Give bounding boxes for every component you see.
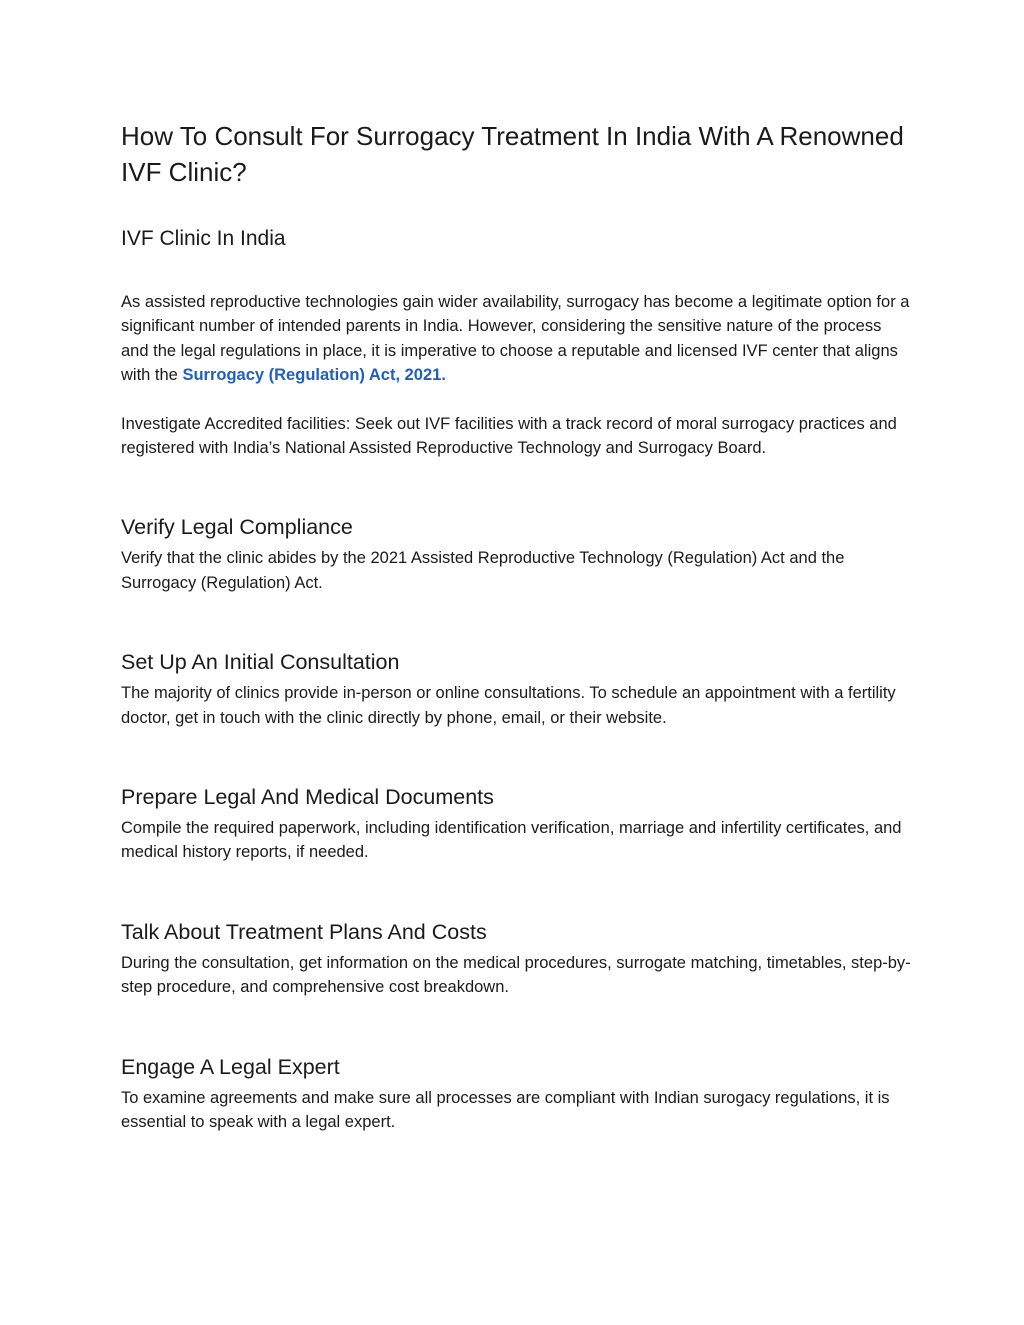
section-legal-expert	[121, 1053, 911, 1135]
section-initial-consultation	[121, 648, 911, 730]
surrogacy-act-link[interactable]: Surrogacy (Regulation) Act, 2021.	[182, 366, 446, 385]
section-body: To examine agreements and make sure all processes are compliant with Indian surogacy regulations, it is essential to speak with a legal expert.	[121, 1088, 890, 1132]
section-heading: Set Up An Initial Consultation	[121, 650, 400, 675]
section-body: Verify that the clinic abides by the 2021 Assisted Reproductive Technology (Regulation) Act and the Surrogacy (Regulation) Act.	[121, 549, 845, 592]
intro-text: As assisted reproductive technologies gain wider availability, surrogacy has become a legitimate option for a significant number of intended parents in India. However, considering the sensitive nature of the process and the legal regulations in place, it is imperative to choose a reputable and licensed IVF center that aligns with the	[121, 293, 910, 385]
page-title: How To Consult For Surrogacy Treatment In India With A Renowned IVF Clinic?	[121, 121, 904, 187]
section-verify-legal-compliance	[121, 513, 911, 595]
section-legal-medical-documents	[121, 783, 911, 865]
section-heading: Talk About Treatment Plans And Costs	[121, 919, 487, 944]
page-subtitle: IVF Clinic In India	[121, 227, 286, 250]
section-body: Compile the required paperwork, including identification verification, marriage and infertility certificates, and medical history reports, if needed.	[121, 819, 902, 862]
document-page	[121, 118, 911, 1135]
section-heading: Prepare Legal And Medical Documents	[121, 785, 494, 810]
section-heading: Verify Legal Compliance	[121, 515, 353, 540]
section-heading: Engage A Legal Expert	[121, 1054, 340, 1079]
intro-paragraph	[121, 290, 911, 388]
accredited-facilities-paragraph: Investigate Accredited facilities: Seek out IVF facilities with a track record of moral surrogacy practices and registered with India’s National Assisted Reproductive Technology and Surrogacy Board.	[121, 414, 897, 458]
section-body: During the consultation, get information on the medical procedures, surrogate matching, timetables, step-by-step procedure, and comprehensive cost breakdown.	[121, 953, 911, 997]
section-treatment-plans-costs	[121, 918, 911, 1000]
section-body: The majority of clinics provide in-person or online consultations. To schedule an appointment with a fertility doctor, get in touch with the clinic directly by phone, email, or their website.	[121, 684, 896, 727]
